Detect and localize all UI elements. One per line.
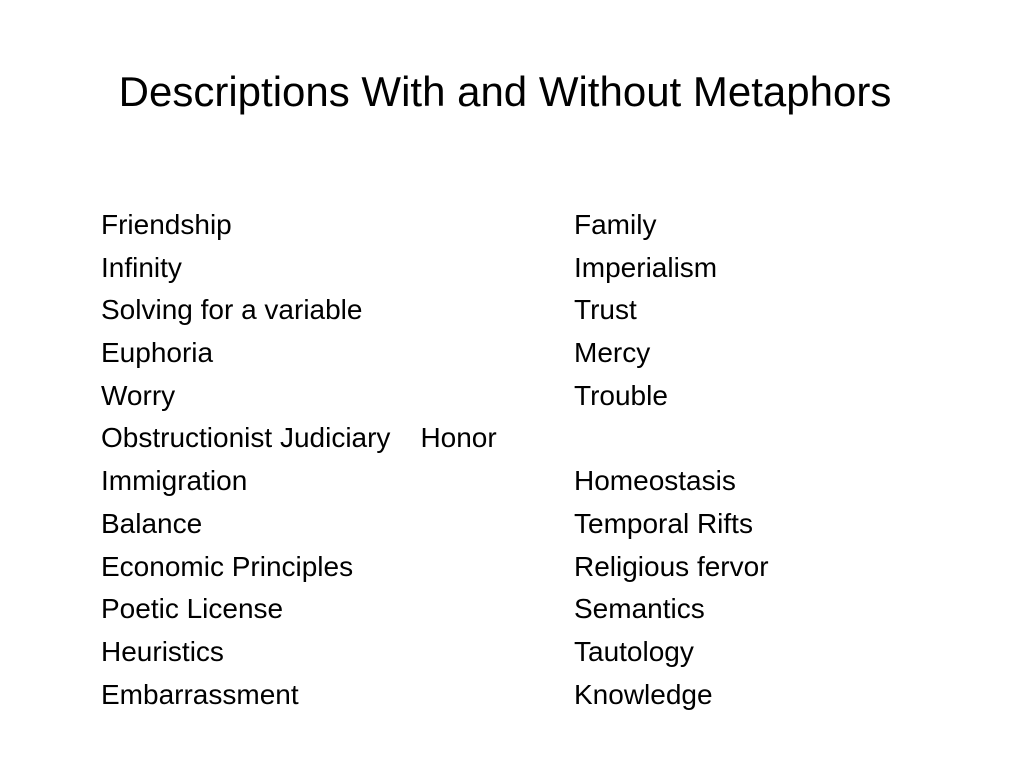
left-term: Heuristics: [101, 635, 224, 667]
right-term: Family: [574, 209, 657, 240]
left-term: Embarrassment: [101, 678, 299, 710]
left-term: Obstructionist Judiciary: [101, 422, 391, 454]
left-term: Poetic License: [101, 593, 284, 625]
left-term: Infinity: [101, 251, 182, 283]
left-term: Immigration: [101, 465, 248, 497]
list-row: [101, 417, 841, 460]
right-term: Trouble: [574, 379, 668, 411]
right-term: Honor: [420, 422, 497, 454]
left-term: Euphoria: [101, 337, 214, 369]
right-term: Knowledge: [574, 678, 713, 710]
left-term: Economic Principles: [101, 550, 354, 582]
list-row: [101, 546, 841, 589]
left-term: Friendship: [101, 209, 232, 240]
left-term: Worry: [101, 379, 176, 411]
right-term: Mercy: [574, 337, 651, 369]
list-row: [101, 375, 841, 418]
list-row: [101, 588, 841, 631]
list-row: [101, 674, 841, 717]
list-row: [101, 204, 841, 247]
left-term: Solving for a variable: [101, 294, 363, 326]
right-term: Imperialism: [574, 251, 718, 283]
right-term: Religious fervor: [574, 550, 769, 582]
list-row: [101, 247, 841, 290]
list-row: [101, 631, 841, 674]
right-term: Temporal Rifts: [574, 507, 753, 539]
term-list: [101, 204, 841, 716]
slide-title: Descriptions With and Without Metaphors: [118, 68, 892, 115]
right-term: Homeostasis: [574, 465, 736, 497]
right-term: Trust: [574, 294, 637, 326]
right-term: Tautology: [574, 635, 694, 667]
right-term: Semantics: [574, 593, 705, 625]
list-row: [101, 503, 841, 546]
list-row: [101, 289, 841, 332]
list-row: [101, 460, 841, 503]
left-term: Balance: [101, 507, 203, 539]
list-row: [101, 332, 841, 375]
